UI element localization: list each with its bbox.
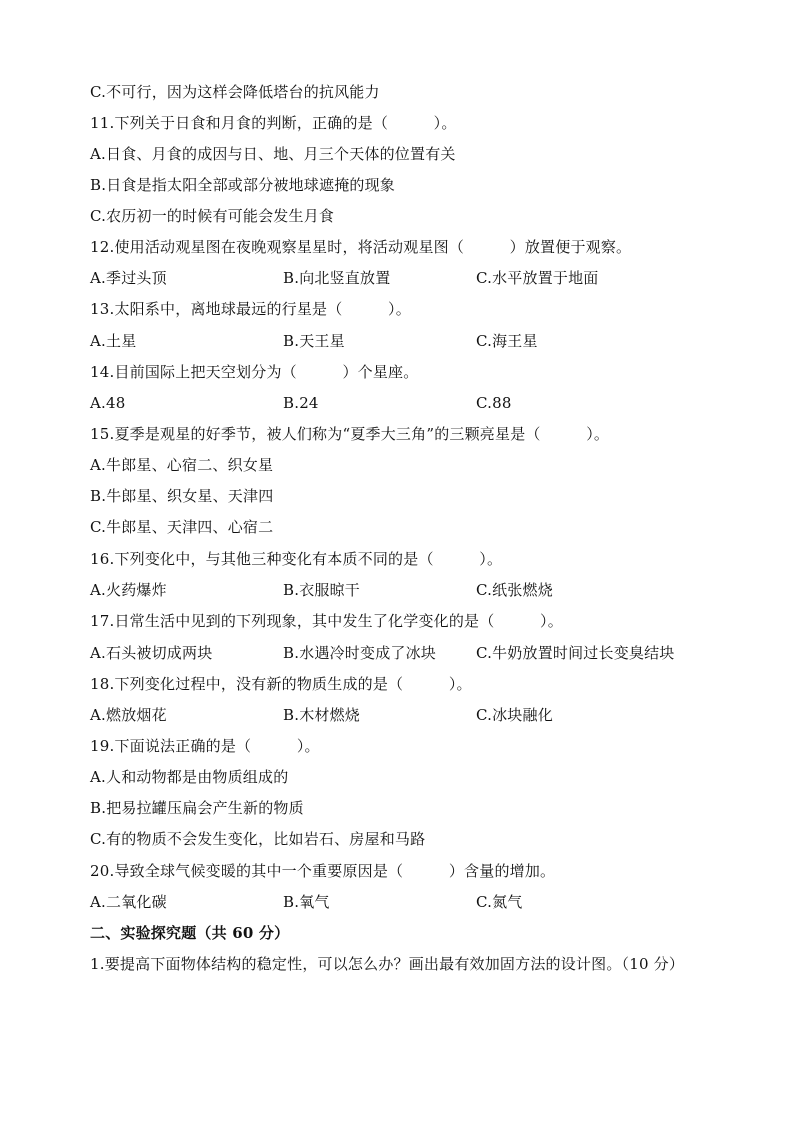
question-15: 15.夏季是观星的好季节，被人们称为“夏季大三角”的三颗亮星是（ ）。: [90, 425, 610, 443]
q17-option-c: C.牛奶放置时间过长变臭结块: [476, 644, 675, 662]
q11-option-a: A.日食、月食的成因与日、地、月三个天体的位置有关: [90, 145, 456, 163]
q11-option-c: C.农历初一的时候有可能会发生月食: [90, 207, 335, 225]
q17-option-a: A.石头被切成两块: [90, 644, 213, 662]
q12-option-b: B.向北竖直放置: [283, 269, 391, 287]
q12-option-a: A.季过头顶: [90, 269, 167, 287]
q13-option-a: A.土星: [90, 332, 137, 350]
question-14: 14.目前国际上把天空划分为（ ）个星座。: [90, 363, 419, 381]
q20-option-c: C.氮气: [476, 893, 523, 911]
q20-option-b: B.氧气: [283, 893, 330, 911]
q18-option-a: A.燃放烟花: [90, 706, 167, 724]
q12-option-c: C.水平放置于地面: [476, 269, 599, 287]
question-12: 12.使用活动观星图在夜晚观察星星时，将活动观星图（ ）放置便于观察。: [90, 238, 632, 256]
q18-option-b: B.木材燃烧: [283, 706, 360, 724]
section-heading: 二、实验探究题（共 60 分）: [90, 924, 290, 942]
q19-option-a: A.人和动物都是由物质组成的: [90, 768, 289, 786]
q13-option-c: C.海王星: [476, 332, 538, 350]
question-11: 11.下列关于日食和月食的判断，正确的是（ ）。: [90, 114, 457, 132]
question-17: 17.日常生活中见到的下列现象，其中发生了化学变化的是（ ）。: [90, 612, 563, 630]
question-18: 18.下列变化过程中，没有新的物质生成的是（ ）。: [90, 675, 472, 693]
question-19: 19.下面说法正确的是（ ）。: [90, 737, 320, 755]
q16-option-b: B.衣服晾干: [283, 581, 360, 599]
question-20: 20.导致全球气候变暖的其中一个重要原因是（ ）含量的增加。: [90, 862, 556, 880]
section2-question-1: 1.要提高下面物体结构的稳定性，可以怎么办？画出最有效加固方法的设计图。（10 分）: [90, 955, 685, 973]
q15-option-b: B.牛郎星、织女星、天津四: [90, 487, 274, 505]
q19-option-c: C.有的物质不会发生变化，比如岩石、房屋和马路: [90, 830, 426, 848]
q18-option-c: C.冰块融化: [476, 706, 553, 724]
q17-option-b: B.水遇冷时变成了冰块: [283, 644, 436, 662]
q14-option-a: A.48: [90, 394, 126, 412]
q20-option-a: A.二氧化碳: [90, 893, 167, 911]
q15-option-c: C.牛郎星、天津四、心宿二: [90, 518, 274, 536]
q11-option-b: B.日食是指太阳全部或部分被地球遮掩的现象: [90, 176, 395, 194]
q16-option-c: C.纸张燃烧: [476, 581, 553, 599]
question-13: 13.太阳系中，离地球最远的行星是（ ）。: [90, 300, 411, 318]
q13-option-b: B.天王星: [283, 332, 345, 350]
q14-option-c: C.88: [476, 394, 512, 412]
q10-option-c: C.不可行，因为这样会降低塔台的抗风能力: [90, 83, 380, 101]
q15-option-a: A.牛郎星、心宿二、织女星: [90, 456, 274, 474]
q14-option-b: B.24: [283, 394, 319, 412]
q19-option-b: B.把易拉罐压扁会产生新的物质: [90, 799, 304, 817]
q16-option-a: A.火药爆炸: [90, 581, 167, 599]
question-16: 16.下列变化中，与其他三种变化有本质不同的是（ ）。: [90, 550, 503, 568]
